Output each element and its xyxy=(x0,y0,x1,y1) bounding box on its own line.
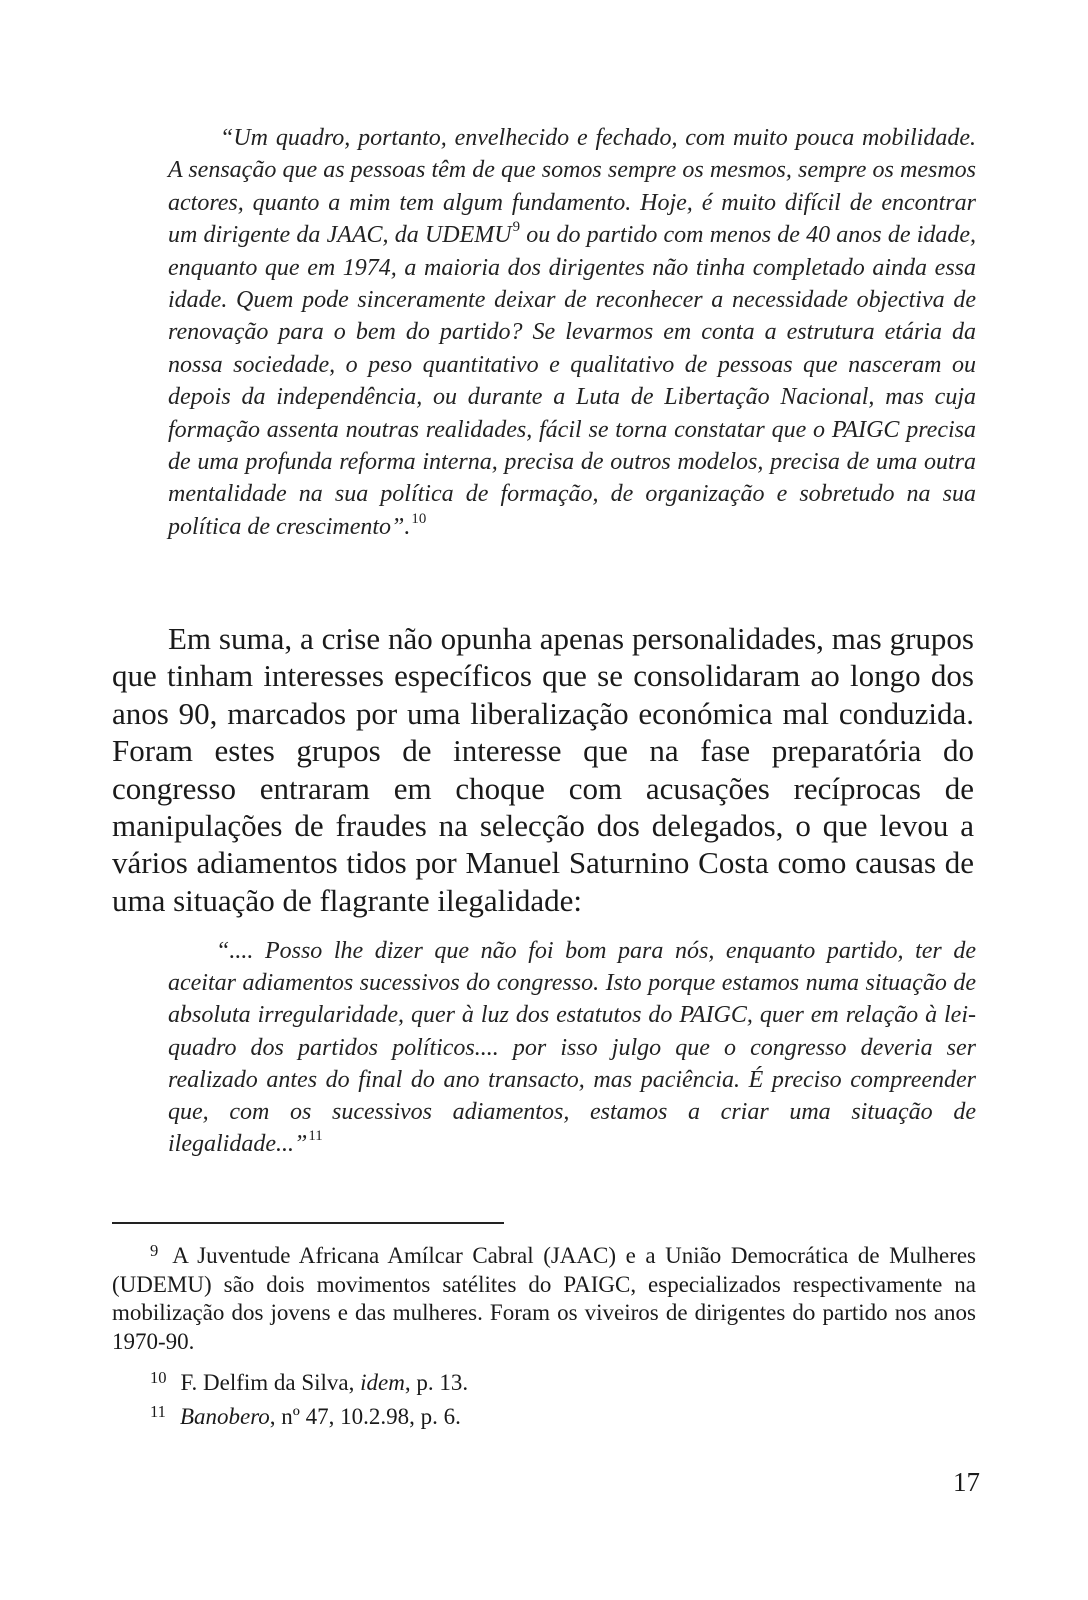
block-quote-2 xyxy=(168,935,976,1160)
footnote-10-text-before: F. Delfim da Silva, xyxy=(180,1370,361,1395)
footnote-11-italic: Banobero xyxy=(179,1404,270,1429)
footnote-10-number: 10 xyxy=(150,1368,167,1388)
quote-1-text-continued: ou do partido com menos de 40 anos de idade, enquanto que em 1974, a maioria dos dirigentes não tinha completado ainda essa idade. Quem pode sinceramente deixar de reconhecer a necessidade objectiva de renovação para o bem do partido? Se levarmos em conta a estrutura etária da nossa sociedade, o peso quantitativo e qualitativo de pessoas que nasceram ou depois da independência, ou durante a Luta de Libertação Nacional, mas cuja formação assenta noutras realidades, fácil se torna constatar que o PAIGC precisa de uma profunda reforma interna, precisa de outros modelos, precisa de uma outra mentalidade na sua política de formação, de organização e sobretudo na sua política de crescimento”. xyxy=(168,222,976,540)
footnote-9-text: A Juventude Africana Amílcar Cabral (JAAC) e a União Democrática de Mulheres (UDEMU) são dois movimentos satélites do PAIGC, especializados respectivamente na mobilização dos jovens e das mulheres. Foram os viveiros de dirigentes do partido nos anos 1970-90. xyxy=(112,1243,976,1354)
page-number: 17 xyxy=(953,1467,980,1497)
footnote-10-text-after: , p. 13. xyxy=(404,1370,469,1395)
footnote-9 xyxy=(112,1242,976,1356)
footnote-9-number: 9 xyxy=(150,1241,159,1261)
footnote-11-text-after: , nº 47, 10.2.98, p. 6. xyxy=(269,1404,461,1429)
body-paragraph: Em suma, a crise não opunha apenas personalidades, mas grupos que tinham interesses específicos que se consolidaram ao longo dos anos 90, marcados por uma liberalização económica mal conduzida. Foram estes grupos de interesse que na fase preparatória do congresso entraram em choque com acusações recíprocas de manipulações de fraudes na selecção dos delegados, o que levou a vários adiamentos tidos por Manuel Saturnino Costa como causas de uma situação de flagrante ilegalidade: xyxy=(112,621,974,918)
footnote-10 xyxy=(112,1369,976,1398)
footnote-ref-10[interactable]: 10 xyxy=(411,510,427,527)
quote-1-text: “Um quadro, portanto, envelhecido e fechado, com muito pouca mobilidade. A sensação que as pessoas têm de que somos sempre os mesmos, sempre os mesmos actores, quanto a mim tem algum fundamento. Hoje, é muito difícil de encontrar um dirigente da JAAC, da UDEMU xyxy=(168,125,976,249)
footnote-11-number: 11 xyxy=(150,1402,166,1422)
quote-2-text: “.... Posso lhe dizer que não foi bom para nós, enquanto partido, ter de aceitar adiamentos sucessivos do congresso. Isto porque estamos numa situação de absoluta irregularidade, quer à luz dos estatutos do PAIGC, quer em relação à lei-quadro dos partidos políticos.... por isso julgo que o congresso deveria ser realizado antes do final do ano transacto, mas paciência. É preciso compreender que, com os sucessivos adiamentos, estamos a criar uma situação de ilegalidade...” xyxy=(168,938,976,1158)
footnote-separator xyxy=(112,1222,504,1224)
footnote-11 xyxy=(112,1403,976,1432)
footnote-ref-9[interactable]: 9 xyxy=(512,219,521,236)
block-quote-1 xyxy=(168,122,976,543)
footnote-10-italic: idem xyxy=(360,1370,405,1395)
footnote-ref-11[interactable]: 11 xyxy=(308,1128,323,1145)
